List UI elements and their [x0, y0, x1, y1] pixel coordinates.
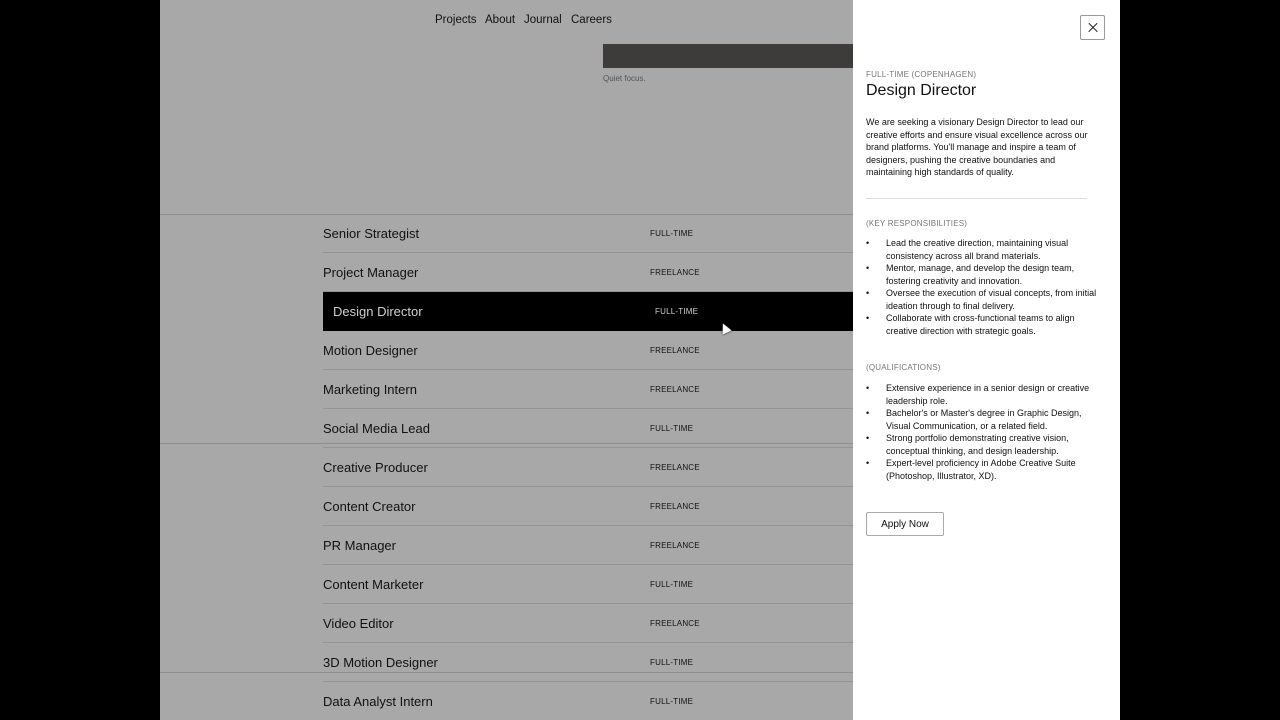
job-type: FREELANCE: [650, 385, 700, 394]
job-row[interactable]: [323, 487, 863, 526]
job-meta: FULL-TIME (COPENHAGEN): [866, 70, 977, 79]
responsibilities-list: [866, 237, 1106, 337]
job-row[interactable]: [323, 253, 863, 292]
job-row[interactable]: [323, 331, 863, 370]
job-title: Social Media Lead: [323, 421, 430, 436]
job-row[interactable]: [323, 643, 863, 682]
job-detail-panel: [853, 0, 1120, 720]
job-row[interactable]: [323, 409, 863, 448]
job-type: FREELANCE: [650, 619, 700, 628]
list-item: • Mentor, manage, and develop the design team, fostering creativity and innovation.: [866, 262, 1106, 287]
job-title: Motion Designer: [323, 343, 418, 358]
list-item: • Extensive experience in a senior design or creative leadership role.: [866, 382, 1106, 407]
list-item: • Oversee the execution of visual concepts, from initial ideation through to final delivery.: [866, 287, 1106, 312]
job-title: Content Creator: [323, 499, 416, 514]
nav-projects[interactable]: Projects: [435, 14, 477, 26]
nav-careers[interactable]: Careers: [571, 14, 612, 26]
job-title: 3D Motion Designer: [323, 655, 438, 670]
job-type: FULL-TIME: [650, 424, 694, 433]
job-title: Senior Strategist: [323, 226, 420, 241]
job-title: Design Director: [333, 304, 423, 319]
list-item: • Collaborate with cross-functional teams to align creative direction with strategic goals.: [866, 312, 1106, 337]
job-type: FREELANCE: [650, 463, 700, 472]
job-row-selected[interactable]: [323, 292, 863, 331]
job-description: We are seeking a visionary Design Director to lead our creative efforts and ensure visual excellence across our brand platforms. You'll manage and inspire a team of designers, pushing the creative boundaries and maintaining high standards of quality.: [866, 117, 1088, 177]
job-row[interactable]: [323, 682, 863, 720]
job-row[interactable]: [323, 526, 863, 565]
job-title: Content Marketer: [323, 577, 424, 592]
apply-now-button[interactable]: Apply Now: [866, 512, 944, 536]
job-type: FULL-TIME: [655, 307, 699, 316]
job-type: FULL-TIME: [650, 697, 694, 706]
nav-journal[interactable]: Journal: [524, 14, 562, 26]
job-type: FREELANCE: [650, 541, 700, 550]
hero-caption: Quiet focus.: [603, 74, 646, 83]
job-row[interactable]: [323, 565, 863, 604]
job-title: Project Manager: [323, 265, 419, 280]
qualifications-list: [866, 382, 1106, 482]
job-type: FREELANCE: [650, 502, 700, 511]
panel-divider: [866, 198, 1087, 199]
job-row[interactable]: [323, 604, 863, 643]
close-icon[interactable]: [1080, 15, 1105, 40]
job-row[interactable]: [323, 214, 863, 253]
job-title: Creative Producer: [323, 460, 428, 475]
job-list: [323, 214, 863, 720]
job-title: Data Analyst Intern: [323, 694, 433, 709]
panel-job-title: Design Director: [866, 82, 977, 99]
job-type: FULL-TIME: [650, 580, 694, 589]
list-item: • Expert-level proficiency in Adobe Creative Suite (Photoshop, Illustrator, XD).: [866, 457, 1106, 482]
list-item: • Strong portfolio demonstrating creative vision, conceptual thinking, and design leadership.: [866, 432, 1106, 457]
job-title: Video Editor: [323, 616, 394, 631]
job-type: FREELANCE: [650, 268, 700, 277]
responsibilities-heading: (KEY RESPONSIBILITIES): [866, 219, 968, 228]
job-type: FULL-TIME: [650, 229, 694, 238]
job-title: Marketing Intern: [323, 382, 417, 397]
list-item: • Lead the creative direction, maintaining visual consistency across all brand materials.: [866, 237, 1106, 262]
nav-about[interactable]: About: [485, 14, 516, 26]
list-item: • Bachelor's or Master's degree in Graphic Design, Visual Communication, or a related field.: [866, 407, 1106, 432]
hero-image: [603, 44, 863, 68]
job-type: FREELANCE: [650, 346, 700, 355]
job-row[interactable]: [323, 370, 863, 409]
qualifications-heading: (QUALIFICATIONS): [866, 363, 941, 372]
job-row[interactable]: [323, 448, 863, 487]
job-title: PR Manager: [323, 538, 396, 553]
job-type: FULL-TIME: [650, 658, 694, 667]
